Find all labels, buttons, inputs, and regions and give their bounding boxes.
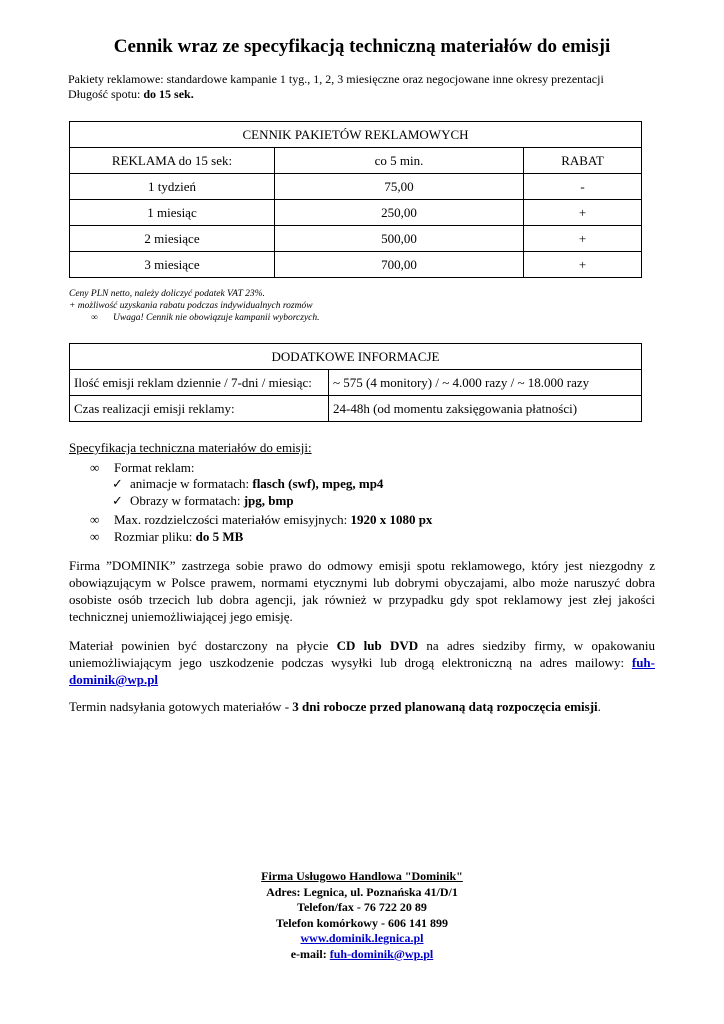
table-row	[70, 226, 642, 252]
spec-item-filesize	[90, 529, 243, 545]
check-icon: ✓	[112, 476, 123, 491]
delivery-text: Materiał powinien być dostarczony na płycie	[69, 638, 337, 653]
delivery-text-cont: na adres siedziby firmy, w opakowaniu uniemożliwiającym jego uszkodzenie podczas wysyłki lub drogą elektroniczną na adres mailowy:	[69, 638, 655, 670]
table-cell: 1 tydzień	[70, 174, 275, 200]
table-cell: ~ 575 (4 monitory) / ~ 4.000 razy / ~ 18.000 razy	[329, 370, 642, 396]
spec-item-images	[112, 493, 294, 509]
price-table-header-row	[70, 148, 642, 174]
footer-company: Firma Usługowo Handlowa "Dominik"	[261, 869, 463, 883]
spec-img-label: Obrazy w formatach:	[130, 493, 244, 508]
footer-email-label: e-mail:	[290, 946, 330, 961]
info-table-title: DODATKOWE INFORMACJE	[70, 344, 642, 370]
info-table	[69, 343, 642, 422]
price-table-header: co 5 min.	[275, 148, 524, 174]
check-icon: ✓	[112, 493, 123, 508]
price-table-header: REKLAMA do 15 sek:	[70, 148, 275, 174]
price-table-header: RABAT	[524, 148, 642, 174]
price-table-title: CENNIK PAKIETÓW REKLAMOWYCH	[70, 122, 642, 148]
table-row	[70, 252, 642, 278]
table-row	[70, 396, 642, 422]
footer-website-link[interactable]: www.dominik.legnica.pl	[300, 931, 424, 945]
footer-email-line	[0, 947, 724, 963]
paragraph-deadline	[69, 698, 655, 715]
table-cell: Czas realizacji emisji reklamy:	[70, 396, 329, 422]
deadline-text: Termin nadsyłania gotowych materiałów -	[69, 699, 293, 714]
spec-heading: Specyfikacja techniczna materiałów do emisji:	[69, 440, 312, 455]
spec-size-label: Rozmiar pliku:	[114, 529, 196, 544]
table-cell: 3 miesiące	[70, 252, 275, 278]
delivery-media: CD lub DVD	[336, 638, 419, 653]
table-row	[70, 174, 642, 200]
price-notes	[69, 288, 320, 324]
footer-contact	[0, 869, 724, 962]
intro-line-duration	[68, 87, 604, 102]
price-table	[69, 121, 642, 278]
page-title: Cennik wraz ze specyfikacją techniczną materiałów do emisji	[113, 36, 611, 57]
spec-img-value: jpg, bmp	[243, 493, 294, 508]
duration-label: Długość spotu:	[68, 87, 144, 101]
spec-res-value: 1920 x 1080 px	[350, 512, 433, 527]
spec-item-animations	[112, 476, 383, 492]
note-warning	[69, 312, 320, 324]
infinity-bullet-icon: ∞	[90, 529, 100, 544]
footer-email-link[interactable]: fuh-dominik@wp.pl	[329, 946, 434, 961]
table-cell: 250,00	[275, 200, 524, 226]
intro-line-packages: Pakiety reklamowe: standardowe kampanie 1 tyg., 1, 2, 3 miesięczne oraz negocjowane inne okresy prezentacji	[68, 72, 604, 86]
table-cell: +	[524, 226, 642, 252]
deadline-value: 3 dni robocze przed planowaną datą rozpoczęcia emisji	[292, 699, 598, 714]
spec-size-value: do 5 MB	[195, 529, 244, 544]
spec-anim-value: flasch (swf), mpeg, mp4	[252, 476, 384, 491]
table-cell: 75,00	[275, 174, 524, 200]
table-cell: +	[524, 252, 642, 278]
table-cell: Ilość emisji reklam dziennie / 7-dni / miesiąc:	[70, 370, 329, 396]
paragraph-delivery	[69, 637, 655, 688]
paragraph-rights: Firma ”DOMINIK” zastrzega sobie prawo do odmowy emisji spotu reklamowego, który jest niezgodny z obowiązującym w Polsce prawem, normami etycznymi lub dobrymi obyczajami, albo może naruszyć dobra osobiste osób trzecich lub dobra agencji, jak również w przypadku gdy spot reklamowy jest złej jakości technicznej uniemożliwiającej jego emisję.	[69, 558, 655, 624]
footer-address: Adres: Legnica, ul. Poznańska 41/D/1	[266, 884, 458, 899]
table-cell: 700,00	[275, 252, 524, 278]
note-discount: + możliwość uzyskania rabatu podczas indywidualnych rozmów	[69, 301, 313, 311]
email-link[interactable]: fuh-dominik@wp.pl	[69, 655, 655, 687]
spec-item-resolution	[90, 512, 432, 528]
table-cell: 24-48h (od momentu zaksięgowania płatności)	[329, 396, 642, 422]
infinity-bullet-icon: ∞	[90, 512, 100, 527]
footer-phone-fax: Telefon/fax - 76 722 20 89	[297, 900, 427, 914]
infinity-bullet-icon: ∞	[91, 313, 98, 323]
table-cell: +	[524, 200, 642, 226]
spec-format-label: Format reklam:	[114, 460, 195, 475]
table-cell: -	[524, 174, 642, 200]
table-cell: 1 miesiąc	[70, 200, 275, 226]
note-vat: Ceny PLN netto, należy doliczyć podatek VAT 23%.	[69, 289, 265, 299]
deadline-end: .	[597, 699, 601, 714]
note-warning-text: Uwaga! Cennik nie obowiązuje kampanii wyborczych.	[113, 313, 320, 323]
spec-res-label: Max. rozdzielczości materiałów emisyjnych:	[114, 512, 351, 527]
table-cell: 500,00	[275, 226, 524, 252]
footer-mobile: Telefon komórkowy - 606 141 899	[276, 915, 448, 930]
table-row	[70, 370, 642, 396]
table-row	[70, 200, 642, 226]
infinity-bullet-icon: ∞	[90, 460, 100, 475]
table-cell: 2 miesiące	[70, 226, 275, 252]
spec-item-format	[90, 460, 195, 476]
intro	[68, 72, 604, 102]
duration-value: do 15 sek.	[143, 87, 194, 101]
spec-anim-label: animacje w formatach:	[130, 476, 253, 491]
